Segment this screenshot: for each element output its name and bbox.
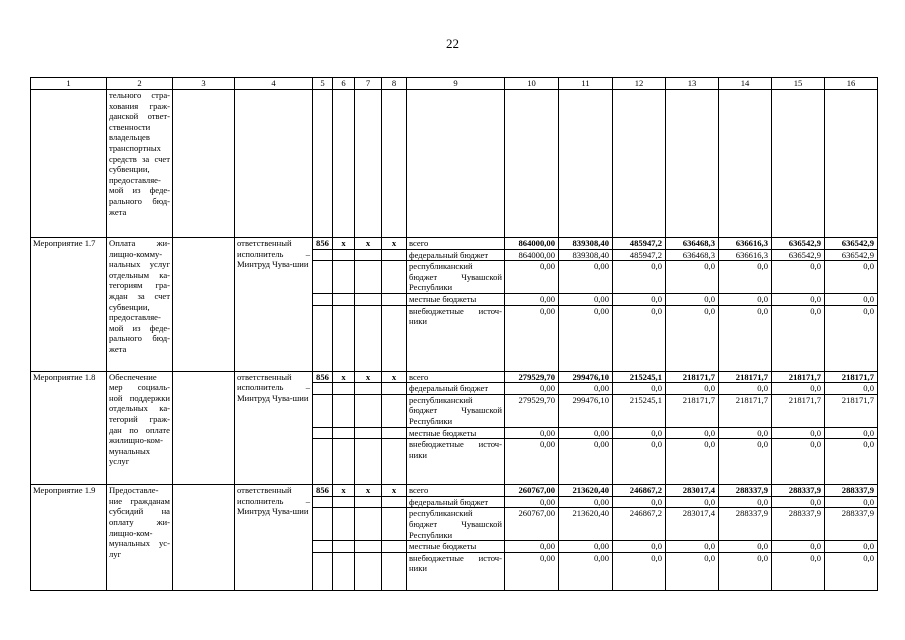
amount-cell: 0,0 — [719, 496, 772, 508]
empty-cell — [333, 293, 355, 305]
measure-executor: ответственный исполнитель – Минтруд Чува-шии — [235, 485, 313, 591]
empty-cell — [333, 305, 355, 371]
code-cell: x — [333, 485, 355, 497]
amount-cell: 0,0 — [825, 427, 878, 439]
amount-cell: 299476,10 — [559, 371, 613, 383]
amount-cell: 839308,40 — [559, 249, 613, 261]
amount-cell: 0,0 — [719, 552, 772, 590]
amount-cell: 0,0 — [666, 541, 719, 553]
funding-source: республиканский бюджет Чувашской Республики — [407, 508, 505, 541]
amount-cell: 0,0 — [666, 305, 719, 371]
continuation-row — [31, 90, 878, 238]
measure-description: Оплата жи-лищно-комму-нальных услуг отдельным ка-тегориям гра-ждан за счет субвенции, предоставляе-мой из феде-рального бюд-жета — [107, 238, 173, 372]
funding-source: внебюджетные источ-ники — [407, 552, 505, 590]
empty-cell — [355, 394, 382, 427]
column-number: 7 — [355, 78, 382, 90]
empty-cell — [382, 305, 407, 371]
amount-cell: 260767,00 — [505, 508, 559, 541]
amount-cell: 0,0 — [613, 261, 666, 294]
measure-name: Мероприятие 1.7 — [31, 238, 107, 372]
amount-cell: 215245,1 — [613, 371, 666, 383]
amount-cell: 218171,7 — [772, 371, 825, 383]
column-number: 9 — [407, 78, 505, 90]
amount-cell: 0,0 — [772, 261, 825, 294]
amount-cell: 283017,4 — [666, 508, 719, 541]
empty-cell — [355, 427, 382, 439]
measure-description: тельного стра-хования граж-данской ответ-ственности владельцев транспортных средств за счет субвенции, предоставляе-мой из феде-рального бюд-жета — [107, 90, 173, 238]
amount-cell: 0,00 — [559, 439, 613, 485]
amount-cell: 0,0 — [719, 439, 772, 485]
column-number: 11 — [559, 78, 613, 90]
amount-cell: 0,00 — [505, 261, 559, 294]
amount-cell: 0,0 — [772, 552, 825, 590]
amount-cell: 636542,9 — [772, 238, 825, 250]
code-cell: x — [382, 485, 407, 497]
amount-cell: 0,00 — [559, 541, 613, 553]
page-number: 22 — [446, 36, 459, 51]
amount-cell: 279529,70 — [505, 371, 559, 383]
funding-source: республиканский бюджет Чувашской Республики — [407, 261, 505, 294]
amount-cell: 0,0 — [613, 293, 666, 305]
empty-cell — [382, 439, 407, 485]
empty-cell — [355, 293, 382, 305]
amount-cell: 864000,00 — [505, 238, 559, 250]
amount-cell: 0,00 — [505, 293, 559, 305]
empty-cell — [333, 249, 355, 261]
amount-cell: 0,0 — [825, 552, 878, 590]
amount-cell: 246867,2 — [613, 485, 666, 497]
amount-cell: 0,0 — [613, 427, 666, 439]
column-number: 1 — [31, 78, 107, 90]
budget-code: 856 — [313, 371, 333, 383]
amount-cell: 0,0 — [719, 383, 772, 395]
amount-cell: 218171,7 — [825, 394, 878, 427]
amount-cell: 0,00 — [505, 427, 559, 439]
amount-cell: 0,0 — [666, 439, 719, 485]
column-number: 10 — [505, 78, 559, 90]
amount-cell: 218171,7 — [825, 371, 878, 383]
measure-name — [31, 90, 107, 238]
funding-source: внебюджетные источ-ники — [407, 305, 505, 371]
code-cell: x — [355, 371, 382, 383]
amount-cell: 0,00 — [559, 383, 613, 395]
funding-row — [31, 371, 878, 383]
empty-cell — [313, 249, 333, 261]
empty-cell — [333, 427, 355, 439]
funding-source: всего — [407, 371, 505, 383]
funding-source: федеральный бюджет — [407, 383, 505, 395]
code-cell: x — [333, 371, 355, 383]
empty-cell — [382, 508, 407, 541]
amount-cell: 260767,00 — [505, 485, 559, 497]
empty-cell — [355, 439, 382, 485]
column-number: 13 — [666, 78, 719, 90]
empty-cell — [333, 394, 355, 427]
amount-cell: 0,0 — [613, 305, 666, 371]
measure-name: Мероприятие 1.8 — [31, 371, 107, 485]
amount-cell: 213620,40 — [559, 508, 613, 541]
empty-cell — [333, 496, 355, 508]
column-number: 2 — [107, 78, 173, 90]
column-number: 6 — [333, 78, 355, 90]
code-cell: x — [355, 238, 382, 250]
empty-cell — [382, 261, 407, 294]
empty-cell — [333, 383, 355, 395]
amount-cell: 218171,7 — [719, 394, 772, 427]
amount-cell: 0,0 — [825, 541, 878, 553]
amount-cell: 0,0 — [825, 496, 878, 508]
amount-cell: 218171,7 — [666, 394, 719, 427]
empty-cell — [333, 439, 355, 485]
amount-cell: 288337,9 — [825, 508, 878, 541]
amount-cell: 0,0 — [666, 383, 719, 395]
column-number-row — [31, 78, 878, 90]
empty-cell — [355, 496, 382, 508]
amount-cell: 0,0 — [719, 261, 772, 294]
empty-cell — [313, 552, 333, 590]
funding-source: местные бюджеты — [407, 427, 505, 439]
empty-cell — [333, 541, 355, 553]
amount-cell: 0,00 — [505, 383, 559, 395]
funding-source: местные бюджеты — [407, 293, 505, 305]
column-number: 4 — [235, 78, 313, 90]
amount-cell: 299476,10 — [559, 394, 613, 427]
empty-cell — [382, 552, 407, 590]
measure-description: Обеспечение мер социаль-ной поддержки отдельных ка-тегорий граж-дан по оплате жилищно-ком-мунальных услуг — [107, 371, 173, 485]
funding-source: всего — [407, 485, 505, 497]
amount-cell: 485947,2 — [613, 249, 666, 261]
funding-source: республиканский бюджет Чувашской Республики — [407, 394, 505, 427]
amount-cell: 246867,2 — [613, 508, 666, 541]
empty-cell — [173, 371, 235, 485]
amount-cell: 0,0 — [772, 293, 825, 305]
amount-cell: 0,0 — [666, 293, 719, 305]
amount-cell: 0,0 — [825, 261, 878, 294]
amount-cell: 636468,3 — [666, 249, 719, 261]
column-number: 5 — [313, 78, 333, 90]
code-cell: x — [355, 485, 382, 497]
empty-cell — [313, 394, 333, 427]
funding-source: всего — [407, 238, 505, 250]
amount-cell: 0,0 — [613, 496, 666, 508]
amount-cell: 0,00 — [505, 541, 559, 553]
empty-cell — [355, 508, 382, 541]
amount-cell: 636616,3 — [719, 238, 772, 250]
amount-cell: 0,00 — [559, 427, 613, 439]
amount-cell: 0,0 — [719, 305, 772, 371]
amount-cell: 0,0 — [719, 427, 772, 439]
amount-cell: 0,00 — [505, 552, 559, 590]
amount-cell: 839308,40 — [559, 238, 613, 250]
amount-cell: 636542,9 — [772, 249, 825, 261]
amount-cell: 0,00 — [559, 496, 613, 508]
amount-cell: 0,00 — [559, 552, 613, 590]
column-number: 16 — [825, 78, 878, 90]
empty-cell — [382, 383, 407, 395]
measure-executor: ответственный исполнитель – Минтруд Чува-шии — [235, 238, 313, 372]
empty-cell — [313, 305, 333, 371]
column-number: 14 — [719, 78, 772, 90]
amount-cell: 288337,9 — [825, 485, 878, 497]
amount-cell: 0,0 — [613, 541, 666, 553]
amount-cell: 636468,3 — [666, 238, 719, 250]
amount-cell: 279529,70 — [505, 394, 559, 427]
empty-cell — [313, 293, 333, 305]
amount-cell: 288337,9 — [772, 508, 825, 541]
funding-row — [31, 238, 878, 250]
program-funding-table — [30, 77, 878, 591]
amount-cell: 288337,9 — [772, 485, 825, 497]
amount-cell: 218171,7 — [666, 371, 719, 383]
amount-cell: 0,0 — [666, 552, 719, 590]
amount-cell: 0,00 — [505, 305, 559, 371]
amount-cell: 0,00 — [505, 496, 559, 508]
column-number: 8 — [382, 78, 407, 90]
measure-description: Предоставле-ние гражданам субсидий на оплату жи-лищно-ком-мунальных ус-луг — [107, 485, 173, 591]
amount-cell: 0,0 — [772, 439, 825, 485]
empty-cell — [313, 261, 333, 294]
empty-cell — [313, 427, 333, 439]
empty-cell — [313, 508, 333, 541]
funding-source: федеральный бюджет — [407, 249, 505, 261]
empty-cell — [313, 496, 333, 508]
empty-cell — [382, 427, 407, 439]
budget-code: 856 — [313, 238, 333, 250]
empty-cell — [382, 496, 407, 508]
amount-cell: 636542,9 — [825, 249, 878, 261]
amount-cell: 283017,4 — [666, 485, 719, 497]
empty-cell — [333, 552, 355, 590]
amount-cell: 0,0 — [666, 261, 719, 294]
amount-cell: 636616,3 — [719, 249, 772, 261]
amount-cell: 0,0 — [719, 293, 772, 305]
empty-cell — [382, 394, 407, 427]
empty-cell — [355, 305, 382, 371]
amount-cell: 288337,9 — [719, 485, 772, 497]
empty-cell — [382, 541, 407, 553]
empty-cell — [173, 238, 235, 372]
column-number: 15 — [772, 78, 825, 90]
amount-cell: 0,0 — [613, 383, 666, 395]
amount-cell: 0,0 — [772, 383, 825, 395]
code-cell: x — [333, 238, 355, 250]
amount-cell: 0,0 — [666, 427, 719, 439]
amount-cell: 0,00 — [559, 261, 613, 294]
amount-cell: 485947,2 — [613, 238, 666, 250]
column-number: 12 — [613, 78, 666, 90]
amount-cell: 0,0 — [825, 439, 878, 485]
column-number: 3 — [173, 78, 235, 90]
amount-cell: 0,00 — [559, 305, 613, 371]
measure-executor: ответственный исполнитель – Минтруд Чува-шии — [235, 371, 313, 485]
amount-cell: 0,0 — [772, 541, 825, 553]
funding-source: федеральный бюджет — [407, 496, 505, 508]
measure-name: Мероприятие 1.9 — [31, 485, 107, 591]
empty-cell — [355, 261, 382, 294]
amount-cell: 0,0 — [825, 293, 878, 305]
amount-cell: 215245,1 — [613, 394, 666, 427]
amount-cell: 636542,9 — [825, 238, 878, 250]
amount-cell: 0,0 — [772, 305, 825, 371]
empty-cell — [355, 249, 382, 261]
budget-code: 856 — [313, 485, 333, 497]
amount-cell: 288337,9 — [719, 508, 772, 541]
empty-cell — [355, 383, 382, 395]
amount-cell: 0,0 — [825, 383, 878, 395]
amount-cell: 218171,7 — [772, 394, 825, 427]
amount-cell: 213620,40 — [559, 485, 613, 497]
amount-cell: 0,0 — [613, 439, 666, 485]
amount-cell: 0,0 — [772, 427, 825, 439]
funding-source: внебюджетные источ-ники — [407, 439, 505, 485]
empty-cell — [355, 541, 382, 553]
amount-cell: 0,0 — [613, 552, 666, 590]
empty-cell — [313, 439, 333, 485]
amount-cell: 0,0 — [719, 541, 772, 553]
empty-cell — [355, 552, 382, 590]
amount-cell: 0,00 — [505, 439, 559, 485]
empty-cell — [382, 249, 407, 261]
empty-cell — [313, 541, 333, 553]
empty-cell — [313, 383, 333, 395]
amount-cell: 0,00 — [559, 293, 613, 305]
funding-source: местные бюджеты — [407, 541, 505, 553]
amount-cell: 218171,7 — [719, 371, 772, 383]
amount-cell: 864000,00 — [505, 249, 559, 261]
amount-cell: 0,0 — [772, 496, 825, 508]
funding-row — [31, 485, 878, 497]
amount-cell: 0,0 — [666, 496, 719, 508]
code-cell: x — [382, 371, 407, 383]
empty-cell — [382, 293, 407, 305]
empty-cell — [173, 485, 235, 591]
code-cell: x — [382, 238, 407, 250]
empty-cell — [333, 261, 355, 294]
empty-cell — [333, 508, 355, 541]
amount-cell: 0,0 — [825, 305, 878, 371]
